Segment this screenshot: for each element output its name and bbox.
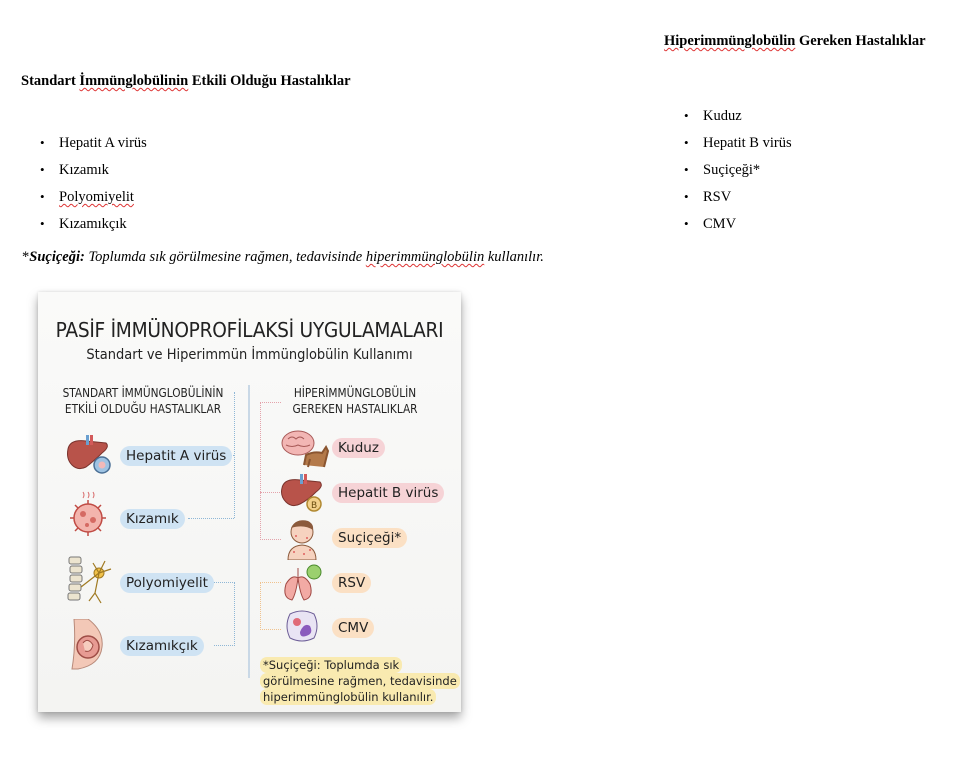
footnote: *Suçiçeği: Toplumda sık görülmesine rağmen, tedavisinde hiperimmünglobülin kullanılır. (22, 249, 544, 265)
disease-pill-hepatit-b: Hepatit B virüs (332, 483, 444, 503)
connector (188, 518, 234, 519)
left-heading: Standart İmmünglobülinin Etkili Olduğu Hastalıklar (21, 73, 351, 89)
list-item: • Kuduz (666, 107, 792, 134)
pregnancy-fetus-icon (68, 619, 108, 671)
connector (234, 392, 235, 518)
right-list (666, 107, 792, 242)
list-item: • Polyomiyelit (22, 188, 147, 215)
disease-pill-kuduz: Kuduz (332, 438, 385, 458)
connector (260, 582, 281, 630)
right-heading: Hiperimmünglobülin Gereken Hastalıklar (664, 33, 926, 49)
disease-pill-cmv: CMV (332, 618, 374, 638)
infographic-image[interactable] (38, 292, 461, 712)
left-column-header: STANDART İMMÜNGLOBÜLİNİN ETKİLİ OLDUĞU HASTALIKLAR (62, 386, 224, 416)
measles-virus-icon (66, 490, 110, 538)
connector (260, 402, 281, 540)
disease-pill-hepatit-a: Hepatit A virüs (120, 446, 232, 466)
brain-dog-icon (280, 429, 330, 469)
child-rash-icon (284, 516, 324, 560)
list-item: • CMV (666, 215, 792, 242)
connector (260, 492, 280, 493)
list-item: • RSV (666, 188, 792, 215)
cell-icon (282, 608, 322, 646)
list-item: • Kızamıkçık (22, 215, 147, 242)
disease-pill-kizamikcik: Kızamıkçık (120, 636, 204, 656)
list-item: • Suçiçeği* (666, 161, 792, 188)
infographic-subtitle: Standart ve Hiperimmün İmmünglobülin Kullanımı (86, 347, 413, 363)
lungs-virus-icon (280, 564, 326, 604)
column-divider (248, 385, 250, 678)
list-item: • Hepatit A virüs (22, 134, 147, 161)
left-list (22, 134, 147, 242)
disease-pill-polyomiyelit: Polyomiyelit (120, 573, 214, 593)
liver-virus-icon (64, 435, 114, 477)
list-item: • Hepatit B virüs (666, 134, 792, 161)
right-column-header: HİPERİMMÜNGLOBÜLİN GEREKEN HASTALIKLAR (292, 386, 418, 416)
liver-b-virus-icon (280, 474, 326, 516)
disease-pill-sucicegi: Suçiçeği* (332, 528, 407, 548)
disease-pill-rsv: RSV (332, 573, 371, 593)
left-heading-misspelled-word[interactable]: İmmünglobülinin (79, 73, 189, 89)
connector (214, 582, 235, 646)
list-item: • Kızamık (22, 161, 147, 188)
svg-text:B: B (311, 501, 318, 511)
infographic-note: *Suçiçeği: Toplumda sık görülmesine rağmen, tedavisinde hiperimmünglobülin kullanılır. (260, 657, 460, 705)
infographic-title: PASİF İMMÜNOPROFİLAKSİ UYGULAMALARI (55, 318, 444, 342)
right-heading-misspelled-word[interactable]: Hiperimmünglobülin (664, 33, 796, 49)
spine-neuron-icon (65, 555, 115, 607)
disease-pill-kizamik: Kızamık (120, 509, 185, 529)
